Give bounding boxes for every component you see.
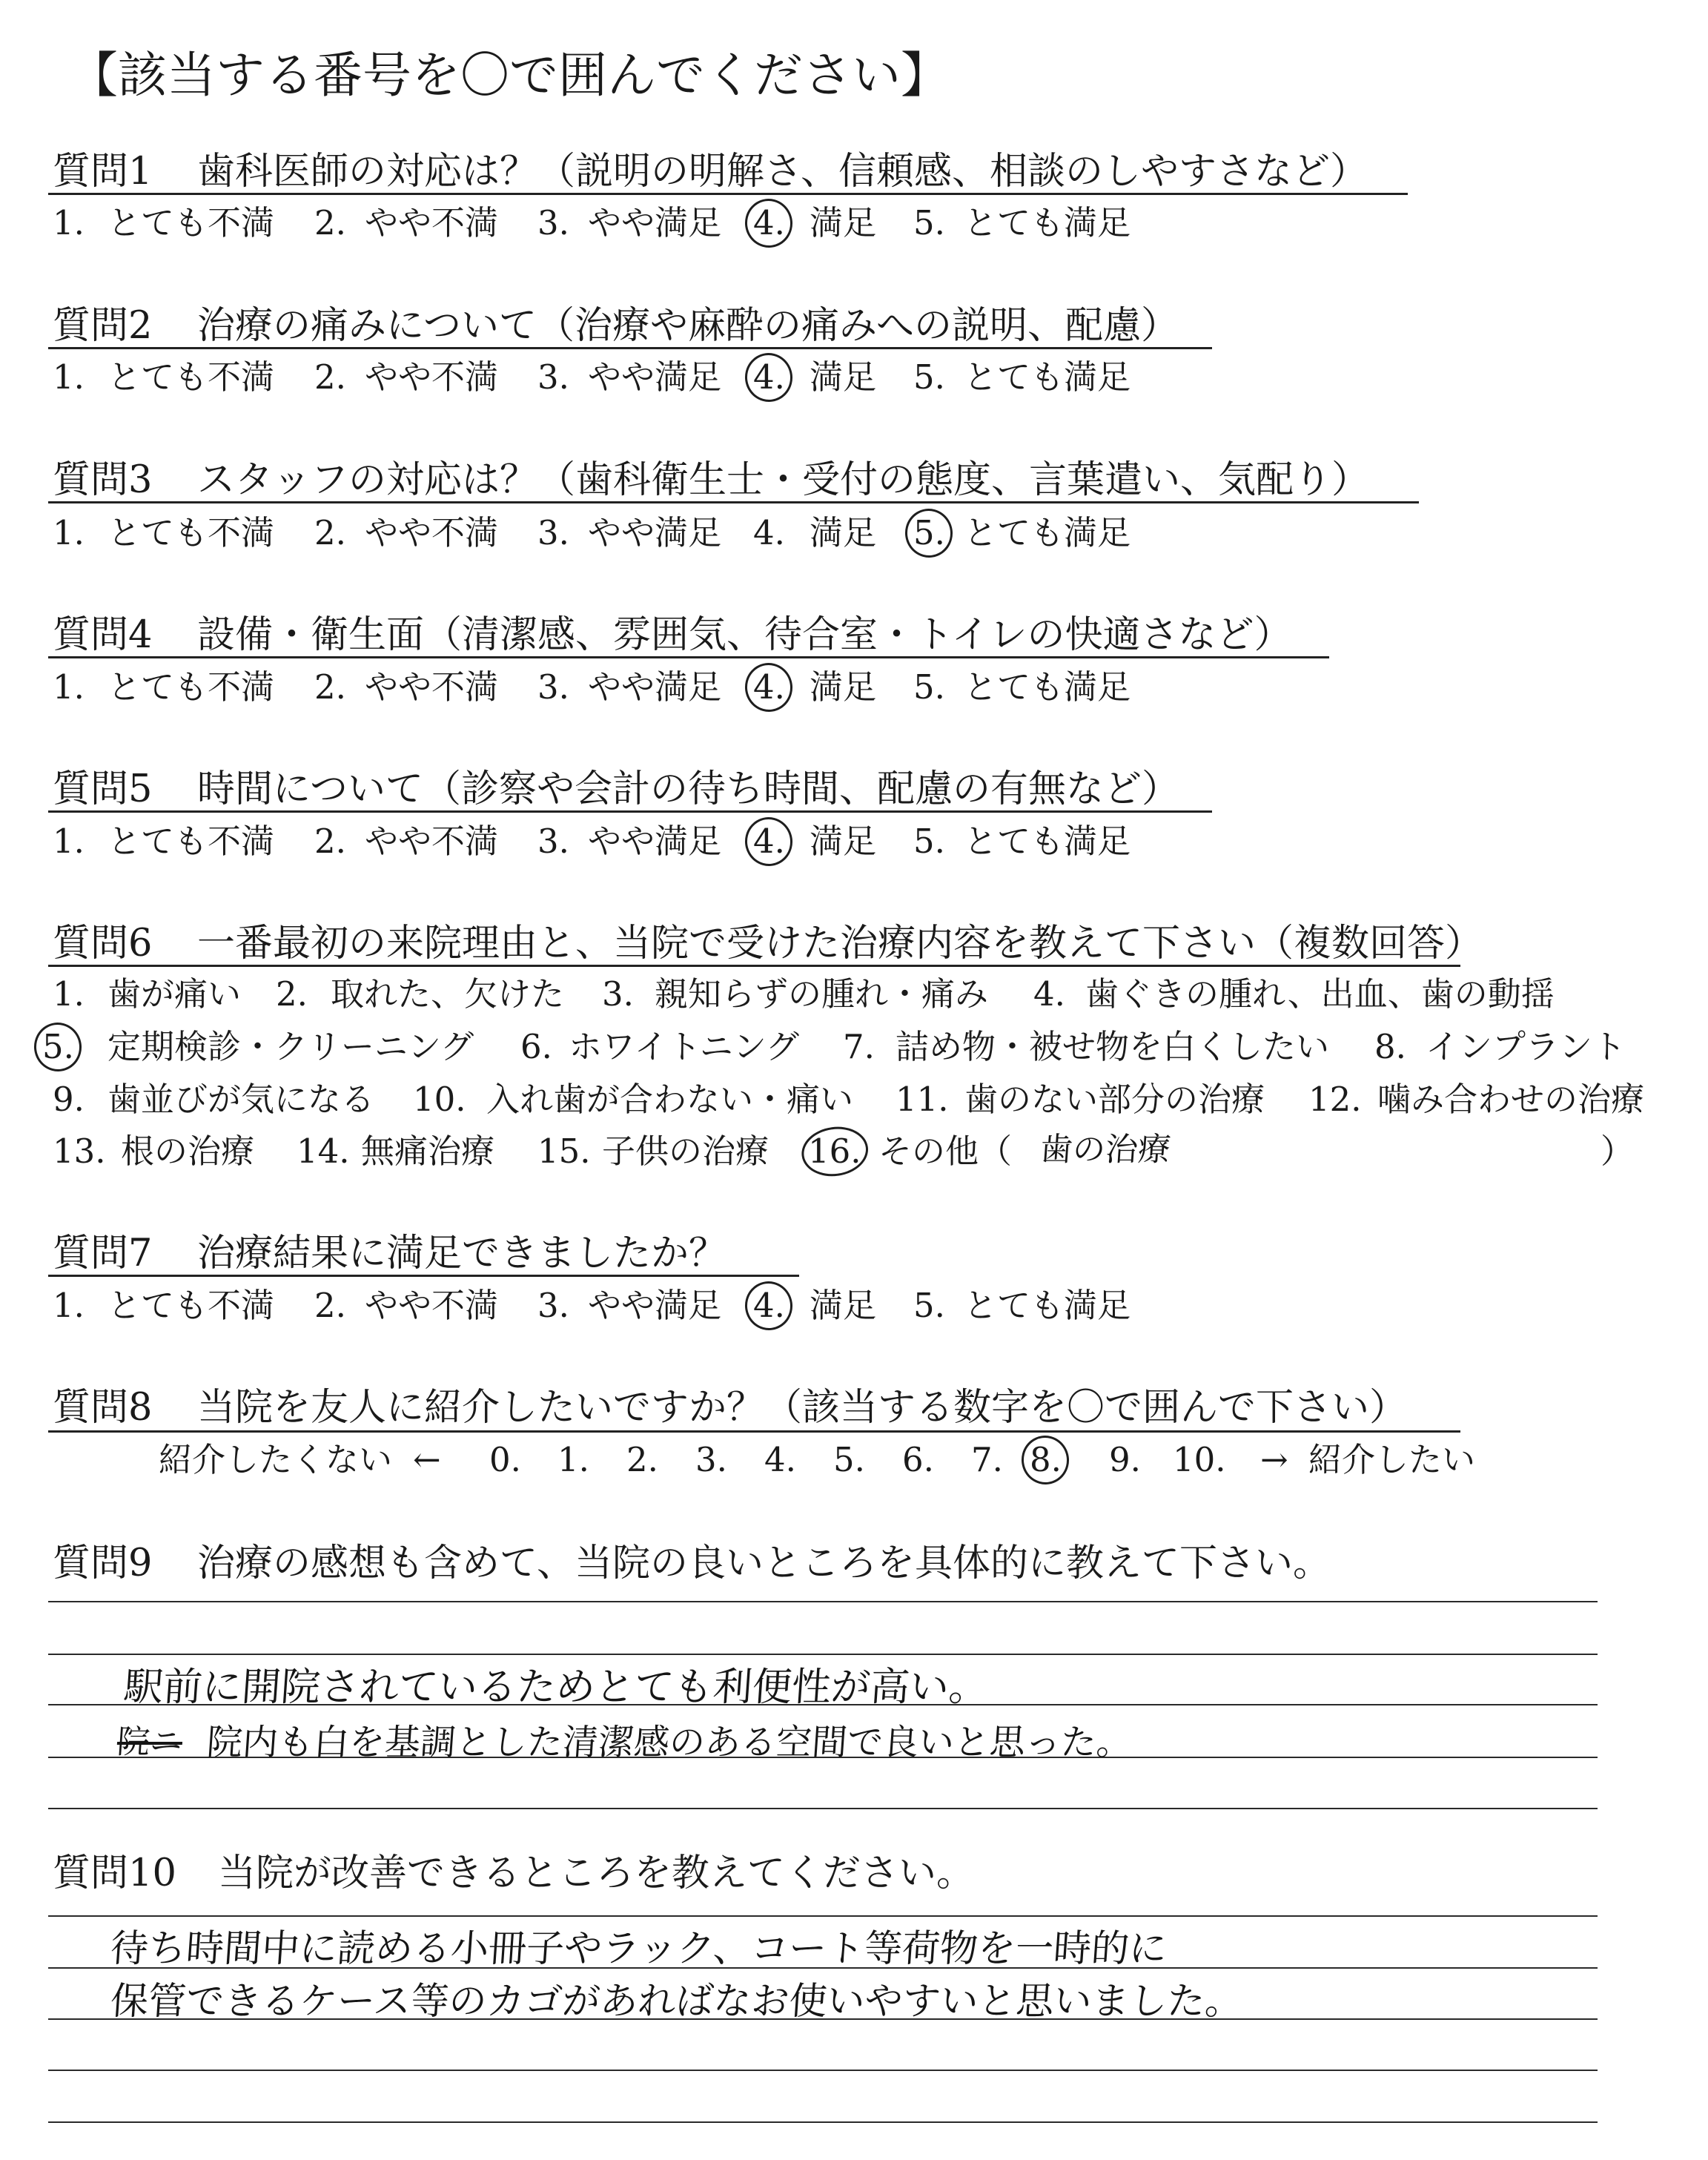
option-number: 12. (1308, 1080, 1362, 1119)
option-number: 15. (537, 1132, 591, 1171)
option-number: 4. (753, 513, 785, 552)
option-label: ホワイトニング (569, 1027, 799, 1066)
option-label: 噛み合わせの治療 (1377, 1080, 1645, 1119)
option-label: その他（ (878, 1132, 1013, 1171)
option-number: 2. (314, 203, 346, 242)
option-number: 2. (314, 822, 346, 861)
option-number: 3. (602, 974, 634, 1014)
option-label: やや満足 (588, 822, 722, 861)
option-label: とても不満 (107, 203, 275, 242)
question-2-underline (48, 347, 1212, 349)
question-10-label: 質問10 (53, 1852, 176, 1895)
question-6-options-row-4 (0, 1129, 1708, 1174)
question-8-label: 質問8 (53, 1386, 153, 1430)
question-3-options (0, 511, 1708, 555)
option-label: やや不満 (365, 1286, 499, 1325)
option-number: 6. (520, 1027, 552, 1066)
option-number: 16. (808, 1129, 861, 1174)
form-title: 【該当する番号を〇で囲んでください】 (69, 47, 950, 104)
q9-answer-line-2: 院内も白を基調とした清潔感のある空間で良いと思った。 (205, 1722, 1133, 1763)
option-number: 5. (913, 667, 945, 707)
option-number: 5. (42, 1025, 74, 1069)
option-label: 満足 (810, 1286, 877, 1325)
question-3-label: 質問3 (53, 458, 153, 502)
option-number: 3. (537, 822, 569, 861)
option-number: 3. (537, 667, 569, 707)
option-label: やや不満 (365, 667, 499, 707)
option-number: 5. (913, 822, 945, 861)
option-label: 親知らずの腫れ・痛み (655, 974, 989, 1014)
scale-number: 10. (1173, 1440, 1226, 1479)
scale-number: 7. (971, 1440, 1003, 1479)
option-label: インプラント (1426, 1027, 1626, 1066)
question-3-underline (48, 501, 1419, 503)
option-number: 11. (896, 1080, 949, 1119)
q9-struck-out-text: 院ニ (116, 1723, 184, 1761)
option-number: 4. (1033, 974, 1065, 1014)
option-label: とても不満 (107, 513, 275, 552)
option-label: 満足 (810, 203, 877, 242)
option-number: 5. (913, 203, 945, 242)
option-number: 4. (753, 665, 785, 710)
option-label: 取れた、欠けた (331, 974, 565, 1014)
option-number: 5. (913, 511, 945, 555)
option-label: やや満足 (588, 667, 722, 707)
option-number: 1. (53, 822, 85, 861)
option-number: 3. (537, 357, 569, 397)
question-4-underline (48, 656, 1329, 658)
question-1-text: 歯科医師の対応は？（説明の明解さ、信頼感、相談のしやすさなど） (197, 150, 1368, 194)
option-number: 4. (753, 201, 785, 245)
question-7-text: 治療結果に満足できましたか？ (197, 1232, 727, 1275)
option-label: やや不満 (365, 822, 499, 861)
question-10-text: 当院が改善できるところを教えてください。 (218, 1852, 975, 1895)
option-label: やや満足 (588, 513, 722, 552)
question-4-text: 設備・衛生面（清潔感、雰囲気、待合室・トイレの快適さなど） (197, 613, 1292, 657)
scale-number: 3. (695, 1440, 727, 1479)
question-1-options (0, 201, 1708, 245)
option-number: 3. (537, 1286, 569, 1325)
option-label: 満足 (810, 513, 877, 552)
question-3-text: スタッフの対応は？（歯科衛生士・受付の態度、言葉遣い、気配り） (197, 458, 1370, 502)
question-2-options (0, 355, 1708, 400)
option-label: 根の治療 (121, 1132, 255, 1171)
option-number: 2. (314, 667, 346, 707)
option-label: やや満足 (588, 203, 722, 242)
scale-number: 0. (489, 1440, 521, 1479)
option-label: 満足 (810, 357, 877, 397)
option-number: 4. (753, 1284, 785, 1328)
question-4-label: 質問4 (53, 613, 153, 657)
question-2-text: 治療の痛みについて（治療や麻酔の痛みへの説明、配慮） (197, 304, 1179, 348)
option-number: 9. (53, 1080, 85, 1119)
answer-rule-line (48, 1915, 1598, 1917)
scale-number: 1. (557, 1440, 589, 1479)
question-4-options (0, 665, 1708, 710)
answer-rule-line (48, 2070, 1598, 2071)
option-number: 1. (53, 1286, 85, 1325)
option-label: とても不満 (107, 822, 275, 861)
option-number: 4. (753, 819, 785, 864)
other-close-paren: ） (1601, 1132, 1635, 1171)
q10-answer-line-1: 待ち時間中に読める小冊子やラック、コート等荷物を一時的に (108, 1927, 1169, 1971)
question-5-label: 質問5 (53, 767, 153, 811)
option-label: 満足 (810, 822, 877, 861)
option-number: 2. (314, 513, 346, 552)
option-label: やや満足 (588, 1286, 722, 1325)
answer-rule-line (48, 1808, 1598, 1809)
option-label: とても不満 (107, 1286, 275, 1325)
option-number: 5. (913, 357, 945, 397)
option-label: とても満足 (964, 513, 1131, 552)
option-number: 14. (297, 1132, 350, 1171)
option-number: 1. (53, 203, 85, 242)
scale-low-label: 紹介したくない (159, 1440, 393, 1479)
option-label: 満足 (810, 667, 877, 707)
option-label: 歯が痛い (107, 974, 242, 1014)
question-5-text: 時間について（診察や会計の待ち時間、配慮の有無など） (197, 767, 1179, 811)
answer-rule-line (48, 1601, 1598, 1602)
question-6-underline (48, 965, 1460, 967)
question-6-label: 質問6 (53, 922, 153, 965)
option-label: 入れ歯が合わない・痛い (486, 1080, 854, 1119)
question-6-options-row-2 (0, 1025, 1708, 1069)
option-label: とても満足 (964, 667, 1131, 707)
option-number: 4. (753, 355, 785, 400)
option-number: 3. (537, 203, 569, 242)
option-label: とても不満 (107, 667, 275, 707)
option-label: とても満足 (964, 822, 1131, 861)
question-5-options (0, 819, 1708, 864)
option-number: 7. (843, 1027, 875, 1066)
option-label: 歯並びが気になる (107, 1080, 375, 1119)
question-5-underline (48, 810, 1212, 813)
option-number: 1. (53, 513, 85, 552)
scale-number: 6. (902, 1440, 934, 1479)
recommend-scale (0, 1438, 1708, 1482)
answer-rule-line (48, 1654, 1598, 1655)
scale-number: 2. (626, 1440, 658, 1479)
question-7-options (0, 1284, 1708, 1328)
scale-number: 9. (1109, 1440, 1141, 1479)
option-number: 13. (53, 1132, 106, 1171)
arrow-left-icon: ← (413, 1440, 441, 1479)
question-2-label: 質問2 (53, 304, 153, 348)
question-6-text: 一番最初の来院理由と、当院で受けた治療内容を教えて下さい（複数回答） (197, 922, 1483, 965)
option-label: 定期検診・クリーニング (107, 1027, 474, 1066)
option-label: 歯ぐきの腫れ、出血、歯の動揺 (1085, 974, 1555, 1014)
option-label: やや不満 (365, 357, 499, 397)
question-9-text: 治療の感想も含めて、当院の良いところを具体的に教えて下さい。 (197, 1542, 1331, 1585)
option-label: やや不満 (365, 203, 499, 242)
option-number: 1. (53, 974, 85, 1014)
option-number: 1. (53, 667, 85, 707)
q9-answer-line-1: 駅前に開院されているためとても利便性が高い。 (122, 1665, 990, 1710)
option-number: 5. (913, 1286, 945, 1325)
option-label: とても不満 (107, 357, 275, 397)
option-number: 2. (314, 1286, 346, 1325)
option-label: とても満足 (964, 203, 1131, 242)
option-number: 3. (537, 513, 569, 552)
option-label: 無痛治療 (361, 1132, 495, 1171)
option-label: やや不満 (365, 513, 499, 552)
question-1-label: 質問1 (53, 150, 153, 194)
q10-answer-line-2: 保管できるケース等のカゴがあればなお使いやすいと思いました。 (108, 1980, 1245, 2024)
option-number: 1. (53, 357, 85, 397)
question-8-underline (48, 1430, 1460, 1433)
answer-rule-line (48, 2121, 1598, 2123)
question-7-underline (48, 1275, 799, 1277)
scale-number: 5. (833, 1440, 865, 1479)
other-handwritten-answer: 歯の治療 (1039, 1131, 1172, 1169)
arrow-right-icon: → (1260, 1440, 1288, 1479)
option-number: 10. (413, 1080, 466, 1119)
question-1-underline (48, 193, 1408, 195)
option-label: 子供の治療 (602, 1132, 769, 1171)
question-7-label: 質問7 (53, 1232, 153, 1275)
option-label: 詰め物・被せ物を白くしたい (896, 1027, 1330, 1066)
scale-number: 8. (1030, 1438, 1062, 1482)
option-number: 2. (276, 974, 308, 1014)
option-label: とても満足 (964, 1286, 1131, 1325)
option-label: 歯のない部分の治療 (964, 1080, 1265, 1119)
option-number: 8. (1374, 1027, 1406, 1066)
scale-number: 4. (764, 1440, 796, 1479)
question-6-options-row-1 (0, 972, 1708, 1017)
question-6-options-row-3 (0, 1077, 1708, 1122)
option-label: とても満足 (964, 357, 1131, 397)
option-label: やや満足 (588, 357, 722, 397)
option-number: 2. (314, 357, 346, 397)
question-8-text: 当院を友人に紹介したいですか？（該当する数字を〇で囲んで下さい） (197, 1386, 1408, 1430)
scale-high-label: 紹介したい (1308, 1440, 1476, 1479)
question-9-label: 質問9 (53, 1542, 153, 1585)
